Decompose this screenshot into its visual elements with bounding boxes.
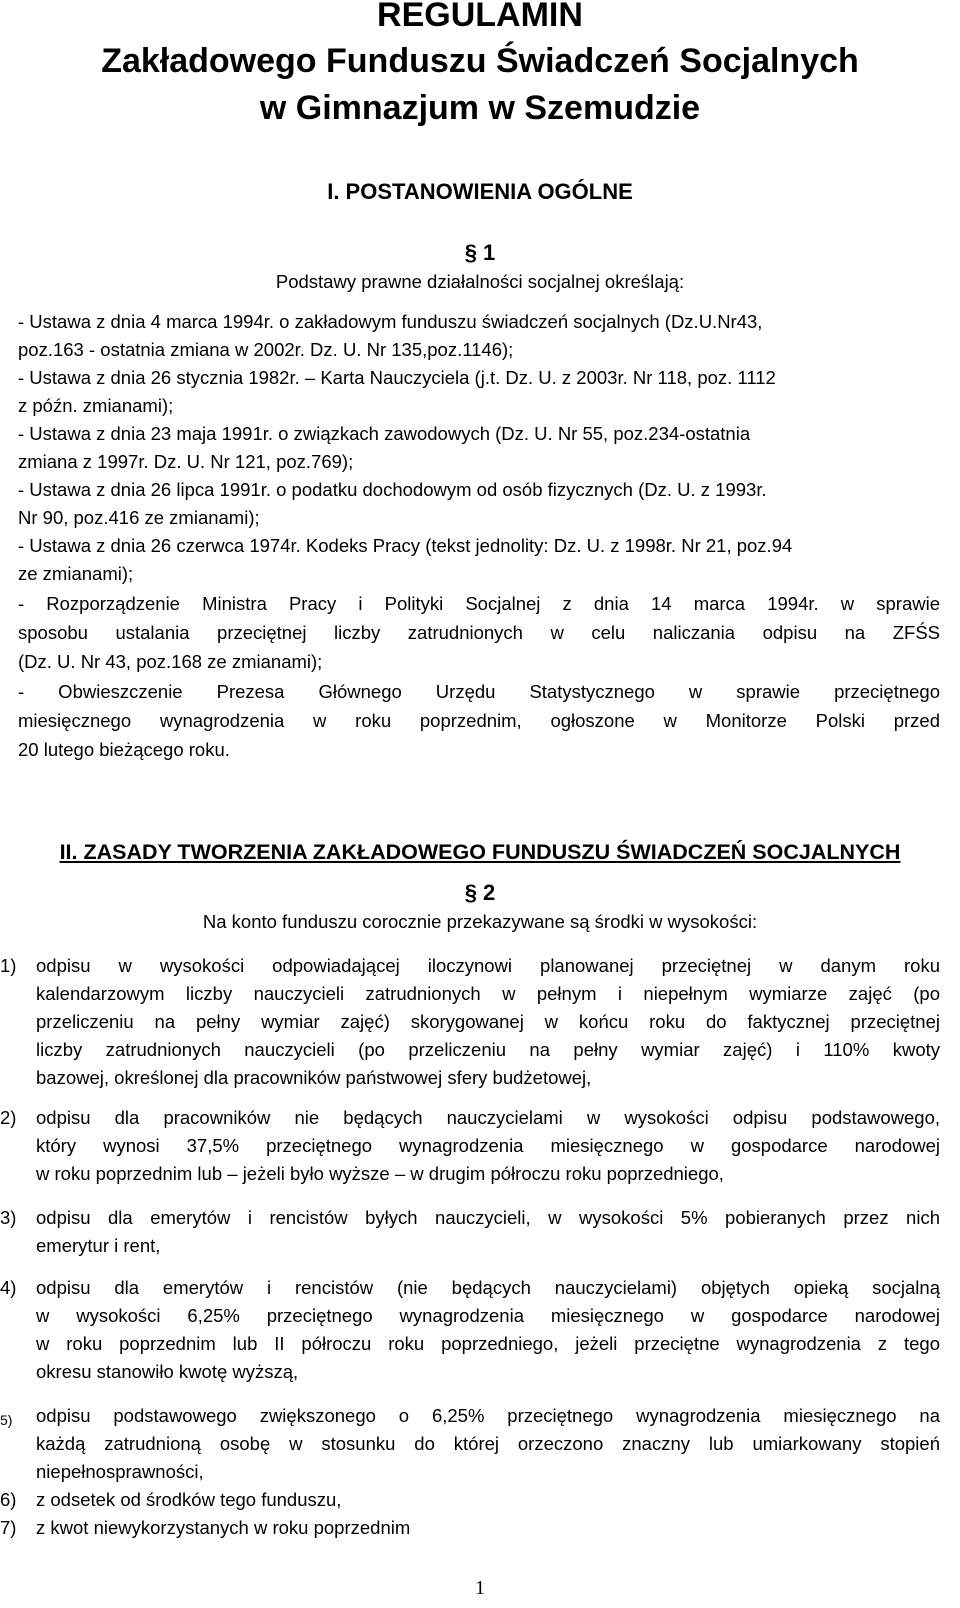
list-item-line: z kwot niewykorzystanych w roku poprzednim (36, 1517, 411, 1538)
legal-basis-line: 20 lutego bieżącego roku. (18, 739, 230, 760)
legal-basis-line: z późn. zmianami); (18, 395, 174, 416)
legal-basis-line: - Ustawa z dnia 4 marca 1994r. o zakładowym funduszu świadczeń socjalnych (Dz.U.Nr43, (18, 311, 763, 332)
list-item-number: 5) (0, 1412, 13, 1428)
legal-basis-line: - Ustawa z dnia 26 lipca 1991r. o podatku dochodowym od osób fizycznych (Dz. U. z 1993r. (18, 479, 767, 500)
document-subtitle: Zakładowego Funduszu Świadczeń Socjalnych (101, 42, 859, 80)
legal-basis-line: poz.163 - ostatnia zmiana w 2002r. Dz. U. Nr 135,poz.1146); (18, 339, 514, 360)
list-item-line: odpisu dla pracowników nie będących nauczycielami w wysokości odpisu podstawowego, (36, 1107, 940, 1128)
legal-basis-line: - Ustawa z dnia 26 stycznia 1982r. – Karta Nauczyciela (j.t. Dz. U. z 2003r. Nr 118, poz. 1112 (18, 367, 776, 388)
list-item-line: w roku poprzednim lub – jeżeli było wyższe – w drugim półroczu roku poprzedniego, (36, 1163, 724, 1184)
list-item-line: odpisu dla emerytów i rencistów (nie będących nauczycielami) objętych opieką socjalną (36, 1277, 940, 1298)
paragraph-marker-1: § 1 (464, 240, 496, 265)
list-item-number: 3) (0, 1207, 17, 1228)
legal-basis-line: - Ustawa z dnia 26 czerwca 1974r. Kodeks Pracy (tekst jednolity: Dz. U. z 1998r. Nr 21, poz.94 (18, 535, 793, 556)
legal-basis-line: sposobu ustalania przeciętnej liczby zatrudnionych w celu naliczania odpisu na ZFŚS (18, 622, 940, 643)
document-subtitle-institution: w Gimnazjum w Szemudzie (259, 89, 701, 127)
list-item-number: 6) (0, 1489, 17, 1510)
list-item-line: odpisu w wysokości odpowiadającej iloczynowi planowanej przeciętnej w danym roku (36, 955, 940, 976)
paragraph-marker-2: § 2 (464, 880, 496, 905)
legal-basis-line: ze zmianami); (18, 563, 134, 584)
list-item-line: z odsetek od środków tego funduszu, (36, 1489, 342, 1510)
legal-basis-line: (Dz. U. Nr 43, poz.168 ze zmianami); (18, 651, 323, 672)
list-item-number: 4) (0, 1277, 17, 1298)
legal-basis-line: - Obwieszczenie Prezesa Głównego Urzędu Statystycznego w sprawie przeciętnego (18, 681, 940, 702)
legal-basis-line: miesięcznego wynagrodzenia w roku poprzednim, ogłoszone w Monitorze Polski przed (18, 710, 940, 731)
fund-sources-intro: Na konto funduszu corocznie przekazywane są środki w wysokości: (202, 911, 758, 932)
section-heading-fund-creation: II. ZASADY TWORZENIA ZAKŁADOWEGO FUNDUSZU ŚWIADCZEŃ SOCJALNYCH (59, 840, 901, 864)
list-item-line: okresu stanowiło kwotę wyższą, (36, 1361, 299, 1382)
list-item-line: w wysokości 6,25% przeciętnego wynagrodzenia miesięcznego w gospodarce narodowej (36, 1305, 940, 1326)
list-item-line: bazowej, określonej dla pracowników państwowej sfery budżetowej, (36, 1067, 592, 1088)
list-item-number: 1) (0, 955, 17, 976)
legal-basis-intro: Podstawy prawne działalności socjalnej określają: (275, 271, 685, 292)
list-item-line: w roku poprzednim lub II półroczu roku poprzedniego, jeżeli przeciętne wynagrodzenia z tego (36, 1333, 940, 1354)
legal-basis-line: - Rozporządzenie Ministra Pracy i Polityki Socjalnej z dnia 14 marca 1994r. w sprawie (18, 593, 940, 614)
document-title: REGULAMIN (377, 0, 583, 34)
list-item-line: kalendarzowym liczby nauczycieli zatrudnionych w pełnym i niepełnym wymiarze zajęć (po (36, 983, 940, 1004)
list-item-line: odpisu podstawowego zwiększonego o 6,25% przeciętnego wynagrodzenia miesięcznego na (36, 1405, 940, 1426)
list-item-number: 2) (0, 1107, 17, 1128)
page-number: 1 (475, 1577, 485, 1599)
legal-basis-line: Nr 90, poz.416 ze zmianami); (18, 507, 260, 528)
list-item-line: emerytur i rent, (36, 1235, 161, 1256)
legal-basis-line: - Ustawa z dnia 23 maja 1991r. o związkach zawodowych (Dz. U. Nr 55, poz.234-ostatnia (18, 423, 751, 444)
list-item-number: 7) (0, 1517, 17, 1538)
list-item-line: liczby zatrudnionych nauczycieli (po przeliczeniu na pełny wymiar zajęć) i 110% kwoty (36, 1039, 940, 1060)
list-item-line: odpisu dla emerytów i rencistów byłych nauczycieli, w wysokości 5% pobieranych przez nich (36, 1207, 940, 1228)
legal-basis-line: zmiana z 1997r. Dz. U. Nr 121, poz.769); (18, 451, 354, 472)
list-item-line: który wynosi 37,5% przeciętnego wynagrodzenia miesięcznego w gospodarce narodowej (36, 1135, 940, 1156)
list-item-line: niepełnosprawności, (36, 1461, 204, 1482)
list-item-line: przeliczeniu na pełny wymiar zajęć) skorygowanej w końcu roku do faktycznej przeciętnej (36, 1011, 940, 1032)
section-heading-general-provisions: I. POSTANOWIENIA OGÓLNE (327, 179, 633, 204)
list-item-line: każdą zatrudnioną osobę w stosunku do której orzeczono znaczny lub umiarkowany stopień (36, 1433, 940, 1454)
